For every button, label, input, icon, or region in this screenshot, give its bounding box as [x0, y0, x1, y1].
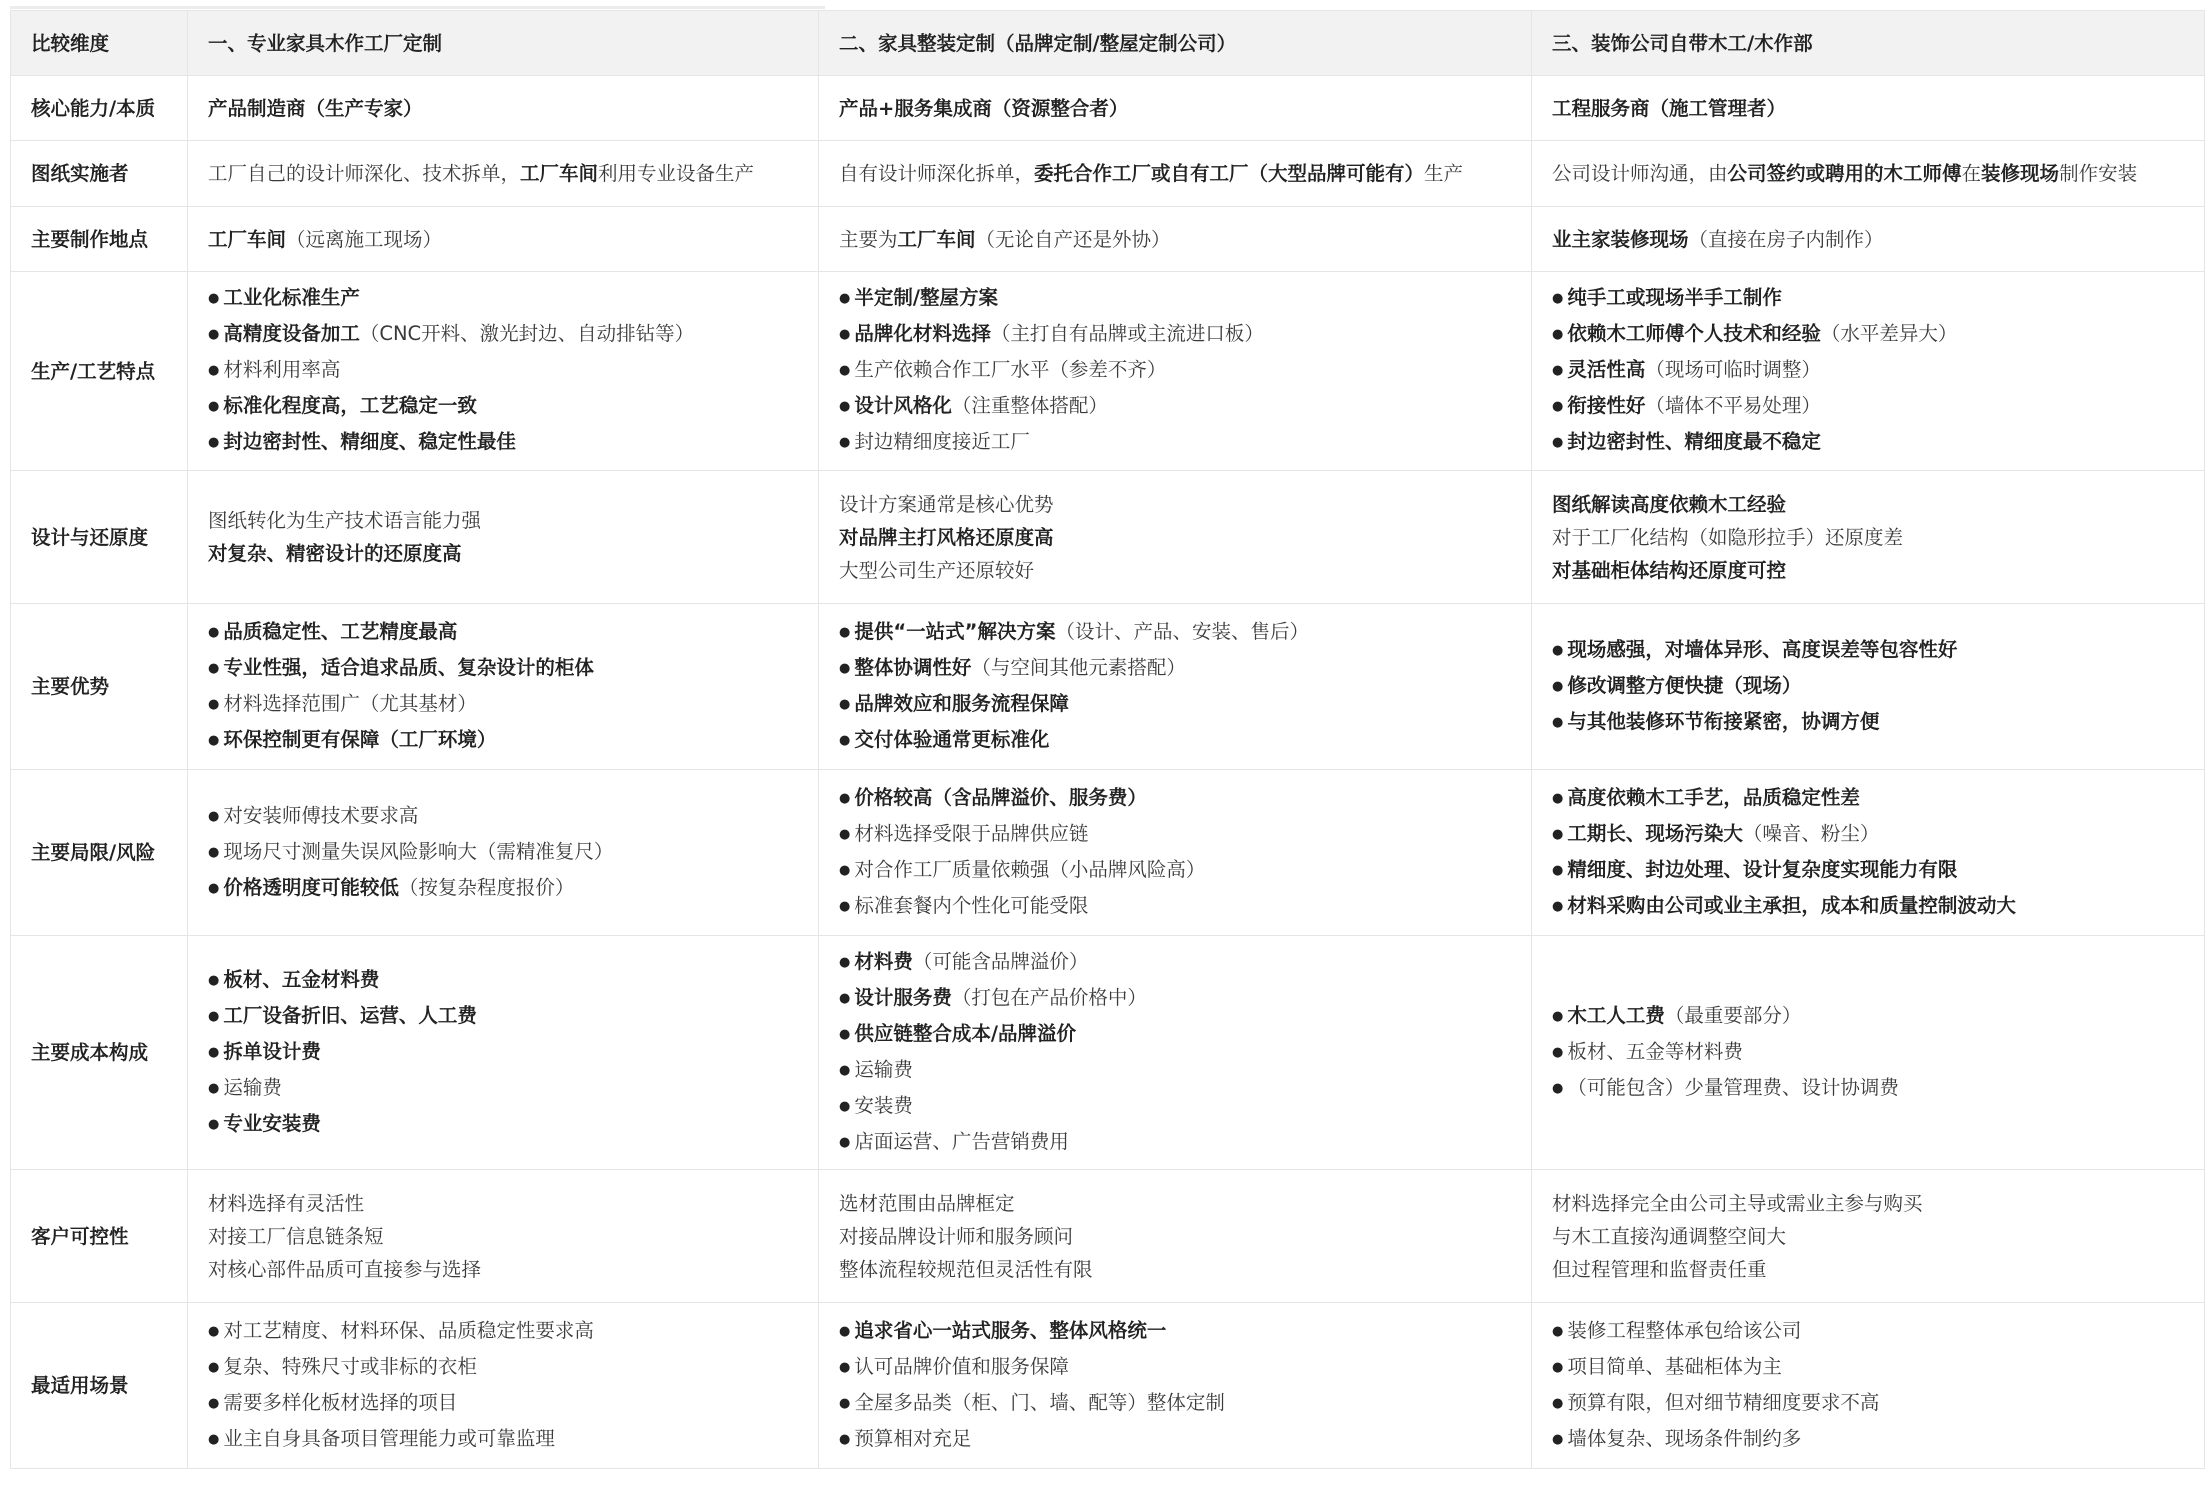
text: （注重整体搭配）: [951, 394, 1108, 417]
text: 对工艺精度、材料环保、品质稳定性要求高: [223, 1318, 594, 1342]
bullet-item: [839, 1053, 1511, 1089]
text: （设计、产品、安装、售后）: [1055, 619, 1309, 643]
table-cell: [819, 76, 1532, 141]
text: （无论自产还是外协）: [975, 227, 1171, 251]
text-line: [1552, 521, 2184, 554]
row-label: 设计与还原度: [11, 471, 188, 604]
bullet-item: [839, 817, 1511, 853]
bold-text: 衔接性好: [1567, 394, 1646, 417]
bullet-item: [839, 1350, 1511, 1386]
text: （CNC开料、激光封边、自动排钻等）: [359, 322, 695, 345]
text: 店面运营、广告营销费用: [854, 1129, 1069, 1153]
text: 生产依赖合作工厂水平（参差不齐）: [854, 358, 1167, 381]
text: （水平差异大）: [1820, 322, 1958, 345]
bold-text: 工业化标准生产: [223, 286, 360, 309]
text: （主打自有品牌或主流进口板）: [990, 322, 1264, 345]
bold-text: 公司签约或聘用的木工师傅: [1727, 162, 1962, 185]
text: （按复杂程度报价）: [398, 875, 575, 899]
bold-text: 产品+服务集成商（资源整合者）: [839, 96, 1129, 120]
bold-text: 灵活性高: [1567, 358, 1646, 381]
table-cell: [1532, 770, 2205, 936]
bullet-item: [208, 1107, 798, 1143]
bullet-item: [208, 1035, 798, 1071]
row-label: 主要成本构成: [11, 936, 188, 1170]
table-body: [11, 76, 2205, 1469]
table-cell: [1532, 207, 2205, 272]
text: 设计方案通常是核心优势: [839, 492, 1054, 516]
table-cell: [819, 471, 1532, 604]
bullet-item: [839, 1089, 1511, 1125]
bold-text: 装修现场: [1981, 162, 2060, 185]
table-cell: [188, 207, 819, 272]
text: 对接工厂信息链条短: [208, 1224, 384, 1248]
text: 需要多样化板材选择的项目: [223, 1390, 458, 1414]
bold-text: 对基础柜体结构还原度可控: [1552, 558, 1787, 582]
bullet-item: [1552, 705, 2184, 741]
text-line: [208, 92, 798, 125]
row-label: 最适用场景: [11, 1303, 188, 1469]
bullet-item: [839, 945, 1511, 981]
text-line: [839, 488, 1511, 521]
bullet-item: [839, 781, 1511, 817]
text: （墙体不平易处理）: [1645, 394, 1821, 417]
text-line: [1552, 157, 2184, 190]
bold-text: 图纸解读高度依赖木工经验: [1552, 492, 1787, 516]
bold-text: 交付体验通常更标准化: [854, 727, 1050, 751]
bullet-item: [839, 353, 1511, 389]
text: （现场可临时调整）: [1645, 358, 1821, 381]
header-row: [11, 11, 2205, 76]
text-line: [839, 1220, 1511, 1253]
table-cell: [188, 936, 819, 1170]
bold-text: 工期长、现场污染大: [1567, 821, 1743, 845]
text-line: [208, 157, 798, 190]
bullet-item: [839, 1314, 1511, 1350]
bullet-item: [208, 1422, 798, 1458]
table-cell: [1532, 272, 2205, 471]
bullet-item: [1552, 1071, 2184, 1107]
table-cell: [188, 141, 819, 207]
text: 图纸转化为生产技术语言能力强: [208, 509, 482, 532]
bullet-item: [1552, 669, 2184, 705]
text-line: [1552, 223, 2184, 256]
row-label: 主要制作地点: [11, 207, 188, 272]
bold-text: 品牌效应和服务流程保障: [854, 691, 1069, 715]
bullet-item: [208, 871, 798, 907]
text: 对合作工厂质量依赖强（小品牌风险高）: [854, 857, 1206, 881]
text: 制作安装: [2059, 162, 2138, 185]
bullet-item: [208, 723, 798, 759]
text-line: [1552, 488, 2184, 521]
table-row: [11, 207, 2205, 272]
bold-text: 对品牌主打风格还原度高: [839, 525, 1054, 549]
text: （可能包含）少量管理费、设计协调费: [1567, 1075, 1899, 1099]
bullet-item: [1552, 317, 2184, 353]
table-cell: [188, 76, 819, 141]
header-decoration-company: 三、装饰公司自带木工/木作部: [1532, 11, 2205, 76]
bold-text: 板材、五金材料费: [223, 967, 380, 991]
bullet-item: [839, 687, 1511, 723]
bold-text: 品质稳定性、工艺精度最高: [223, 619, 458, 643]
bullet-item: [839, 281, 1511, 317]
bullet-item: [1552, 353, 2184, 389]
text: （直接在房子内制作）: [1688, 227, 1884, 251]
table-cell: [819, 141, 1532, 207]
bullet-item: [1552, 1035, 2184, 1071]
table-cell: [819, 604, 1532, 770]
bullet-item: [839, 723, 1511, 759]
bold-text: 价格较高（含品牌溢价、服务费）: [854, 785, 1147, 809]
text: 材料利用率高: [223, 358, 341, 381]
text: （远离施工现场）: [286, 227, 443, 251]
table-cell: [819, 272, 1532, 471]
text-line: [208, 1220, 798, 1253]
table-cell: [1532, 1170, 2205, 1303]
table-cell: [188, 471, 819, 604]
text: 在: [1961, 162, 1982, 185]
table-cell: [819, 207, 1532, 272]
bold-text: 高度依赖木工手艺，品质稳定性差: [1567, 785, 1860, 809]
bullet-item: [208, 281, 798, 317]
bullet-item: [1552, 425, 2184, 461]
bullet-item: [839, 853, 1511, 889]
bold-text: 专业性强，适合追求品质、复杂设计的柜体: [223, 655, 594, 679]
text-line: [1552, 554, 2184, 587]
table-cell: [1532, 604, 2205, 770]
text-line: [208, 1253, 798, 1286]
table-cell: [819, 1170, 1532, 1303]
bullet-item: [1552, 1350, 2184, 1386]
bullet-item: [839, 317, 1511, 353]
bold-text: 标准化程度高，工艺稳定一致: [223, 394, 477, 417]
bold-text: 材料采购由公司或业主承担，成本和质量控制波动大: [1567, 893, 2016, 917]
bold-text: 封边密封性、精细度、稳定性最佳: [223, 430, 516, 453]
text-line: [208, 223, 798, 256]
bullet-item: [208, 1386, 798, 1422]
bullet-item: [1552, 1422, 2184, 1458]
text-line: [208, 504, 798, 537]
text: 认可品牌价值和服务保障: [854, 1354, 1069, 1378]
text: 与木工直接沟通调整空间大: [1552, 1224, 1787, 1248]
table-row: [11, 770, 2205, 936]
comparison-table: [10, 10, 2205, 1469]
text: 工厂自己的设计师深化、技术拆单，: [208, 162, 521, 185]
table-row: [11, 76, 2205, 141]
text-line: [208, 1187, 798, 1220]
bullet-item: [839, 1386, 1511, 1422]
row-label: 图纸实施者: [11, 141, 188, 207]
bullet-item: [208, 317, 798, 353]
text: 业主自身具备项目管理能力或可靠监理: [223, 1426, 555, 1450]
text: 安装费: [854, 1093, 913, 1117]
table-cell: [1532, 76, 2205, 141]
bullet-item: [208, 1350, 798, 1386]
header-factory-custom: 一、专业家具木作工厂定制: [188, 11, 819, 76]
bullet-item: [208, 1071, 798, 1107]
table-cell: [188, 1303, 819, 1469]
text: （与空间其他元素搭配）: [971, 655, 1186, 679]
text: 对安装师傅技术要求高: [223, 803, 419, 827]
bullet-item: [1552, 781, 2184, 817]
text: 材料选择有灵活性: [208, 1191, 365, 1215]
bold-text: 专业安装费: [223, 1111, 321, 1135]
bold-text: 设计服务费: [854, 985, 952, 1009]
bullet-item: [208, 835, 798, 871]
text-line: [839, 554, 1511, 587]
table-cell: [819, 1303, 1532, 1469]
bullet-item: [839, 1017, 1511, 1053]
table-cell: [819, 936, 1532, 1170]
text: 大型公司生产还原较好: [839, 558, 1035, 582]
table-row: [11, 936, 2205, 1170]
bold-text: 封边密封性、精细度最不稳定: [1567, 430, 1821, 453]
bold-text: 产品制造商（生产专家）: [208, 96, 423, 120]
row-label: 核心能力/本质: [11, 76, 188, 141]
table-row: [11, 141, 2205, 207]
bullet-item: [208, 389, 798, 425]
text: 墙体复杂、现场条件制约多: [1567, 1426, 1802, 1450]
bullet-item: [839, 389, 1511, 425]
bullet-item: [839, 889, 1511, 925]
row-label: 生产/工艺特点: [11, 272, 188, 471]
bullet-item: [208, 687, 798, 723]
bold-text: 纯手工或现场半手工制作: [1567, 286, 1782, 309]
bullet-item: [839, 981, 1511, 1017]
text: （噪音、粉尘）: [1742, 821, 1880, 845]
text: 项目简单、基础柜体为主: [1567, 1354, 1782, 1378]
bullet-item: [1552, 999, 2184, 1035]
text-line: [1552, 1187, 2184, 1220]
bold-text: 半定制/整屋方案: [854, 286, 998, 309]
bold-text: 供应链整合成本/品牌溢价: [854, 1021, 1076, 1045]
bold-text: 工程服务商（施工管理者）: [1552, 96, 1787, 120]
header-dimension: 比较维度: [11, 11, 188, 76]
row-label: 客户可控性: [11, 1170, 188, 1303]
bold-text: 环保控制更有保障（工厂环境）: [223, 727, 497, 751]
table-row: [11, 471, 2205, 604]
table-row: [11, 604, 2205, 770]
table-row: [11, 272, 2205, 471]
bullet-item: [839, 651, 1511, 687]
text: 复杂、特殊尺寸或非标的衣柜: [223, 1354, 477, 1378]
bullet-item: [1552, 281, 2184, 317]
bold-text: 修改调整方便快捷（现场）: [1567, 673, 1802, 697]
text-line: [208, 537, 798, 570]
bold-text: 现场感强，对墙体异形、高度误差等包容性好: [1567, 637, 1958, 661]
text: 自有设计师深化拆单，: [839, 162, 1035, 185]
text: 材料选择受限于品牌供应链: [854, 821, 1089, 845]
bold-text: 工厂车间: [208, 227, 287, 251]
bold-text: 对复杂、精密设计的还原度高: [208, 542, 462, 565]
row-label: 主要局限/风险: [11, 770, 188, 936]
text-line: [839, 92, 1511, 125]
text: 材料选择完全由公司主导或需业主参与购买: [1552, 1191, 1923, 1215]
bullet-item: [839, 615, 1511, 651]
text-line: [839, 521, 1511, 554]
bullet-item: [1552, 389, 2184, 425]
text: 预算相对充足: [854, 1426, 972, 1450]
text: 板材、五金等材料费: [1567, 1039, 1743, 1063]
text: 标准套餐内个性化可能受限: [854, 893, 1089, 917]
bullet-item: [1552, 817, 2184, 853]
bold-text: 工厂车间: [520, 162, 599, 185]
bullet-item: [839, 1125, 1511, 1161]
text: 对接品牌设计师和服务顾问: [839, 1224, 1074, 1248]
bullet-item: [1552, 889, 2184, 925]
table-row: [11, 1303, 2205, 1469]
text-line: [839, 1187, 1511, 1220]
table-cell: [188, 604, 819, 770]
text: 运输费: [854, 1057, 913, 1081]
text: 全屋多品类（柜、门、墙、配等）整体定制: [854, 1390, 1225, 1414]
bold-text: 提供“一站式”解决方案: [854, 619, 1056, 643]
bold-text: 品牌化材料选择: [854, 322, 991, 345]
text: 利用专业设备生产: [598, 162, 755, 185]
bold-text: 材料费: [854, 949, 913, 973]
bullet-item: [208, 651, 798, 687]
text: 对核心部件品质可直接参与选择: [208, 1257, 482, 1281]
bold-text: 精细度、封边处理、设计复杂度实现能力有限: [1567, 857, 1958, 881]
bold-text: 委托合作工厂或自有工厂（大型品牌可能有）: [1034, 162, 1425, 185]
bold-text: 木工人工费: [1567, 1003, 1665, 1027]
table-cell: [819, 770, 1532, 936]
text: 对于工厂化结构（如隐形拉手）还原度差: [1552, 525, 1904, 549]
text: （可能含品牌溢价）: [912, 949, 1089, 973]
bullet-item: [1552, 853, 2184, 889]
bullet-item: [208, 1314, 798, 1350]
text: （打包在产品价格中）: [951, 985, 1147, 1009]
text: 公司设计师沟通，由: [1552, 162, 1728, 185]
scroll-edge-divider: [10, 6, 825, 9]
text-line: [1552, 1220, 2184, 1253]
bold-text: 追求省心一站式服务、整体风格统一: [854, 1318, 1167, 1342]
table-row: [11, 1170, 2205, 1303]
table-cell: [1532, 1303, 2205, 1469]
bold-text: 高精度设备加工: [223, 322, 360, 345]
table-cell: [188, 272, 819, 471]
table-header: [11, 11, 2205, 76]
text: 整体流程较规范但灵活性有限: [839, 1257, 1093, 1281]
bullet-item: [208, 353, 798, 389]
bullet-item: [208, 425, 798, 461]
text: 现场尺寸测量失误风险影响大（需精准复尺）: [223, 839, 614, 863]
bullet-item: [1552, 633, 2184, 669]
text-line: [839, 1253, 1511, 1286]
text: 生产: [1424, 162, 1464, 185]
text-line: [1552, 92, 2184, 125]
bullet-item: [208, 963, 798, 999]
bold-text: 业主家装修现场: [1552, 227, 1689, 251]
text: 装修工程整体承包给该公司: [1567, 1318, 1802, 1342]
bold-text: 价格透明度可能较低: [223, 875, 399, 899]
text: 运输费: [223, 1075, 282, 1099]
bullet-item: [839, 425, 1511, 461]
text: 主要为: [839, 227, 898, 251]
text: 预算有限，但对细节精细度要求不高: [1567, 1390, 1880, 1414]
text-line: [839, 157, 1511, 190]
text-line: [1552, 1253, 2184, 1286]
bullet-item: [1552, 1314, 2184, 1350]
text: 选材范围由品牌框定: [839, 1191, 1015, 1215]
bold-text: 整体协调性好: [854, 655, 972, 679]
table-cell: [1532, 471, 2205, 604]
header-whole-house-custom: 二、家具整装定制（品牌定制/整屋定制公司）: [819, 11, 1532, 76]
table-cell: [188, 770, 819, 936]
bullet-item: [1552, 1386, 2184, 1422]
bold-text: 工厂车间: [897, 227, 976, 251]
text: 但过程管理和监督责任重: [1552, 1257, 1767, 1281]
text: 材料选择范围广（尤其基材）: [223, 691, 477, 715]
bold-text: 与其他装修环节衔接紧密，协调方便: [1567, 709, 1880, 733]
row-label: 主要优势: [11, 604, 188, 770]
bullet-item: [208, 799, 798, 835]
table-cell: [1532, 141, 2205, 207]
bullet-item: [208, 999, 798, 1035]
table-cell: [188, 1170, 819, 1303]
bold-text: 依赖木工师傅个人技术和经验: [1567, 322, 1821, 345]
text-line: [839, 223, 1511, 256]
bold-text: 工厂设备折旧、运营、人工费: [223, 1003, 477, 1027]
bullet-item: [839, 1422, 1511, 1458]
bold-text: 设计风格化: [854, 394, 952, 417]
table-cell: [1532, 936, 2205, 1170]
bold-text: 拆单设计费: [223, 1039, 321, 1063]
text: （最重要部分）: [1664, 1003, 1802, 1027]
text: 封边精细度接近工厂: [854, 430, 1030, 453]
bullet-item: [208, 615, 798, 651]
